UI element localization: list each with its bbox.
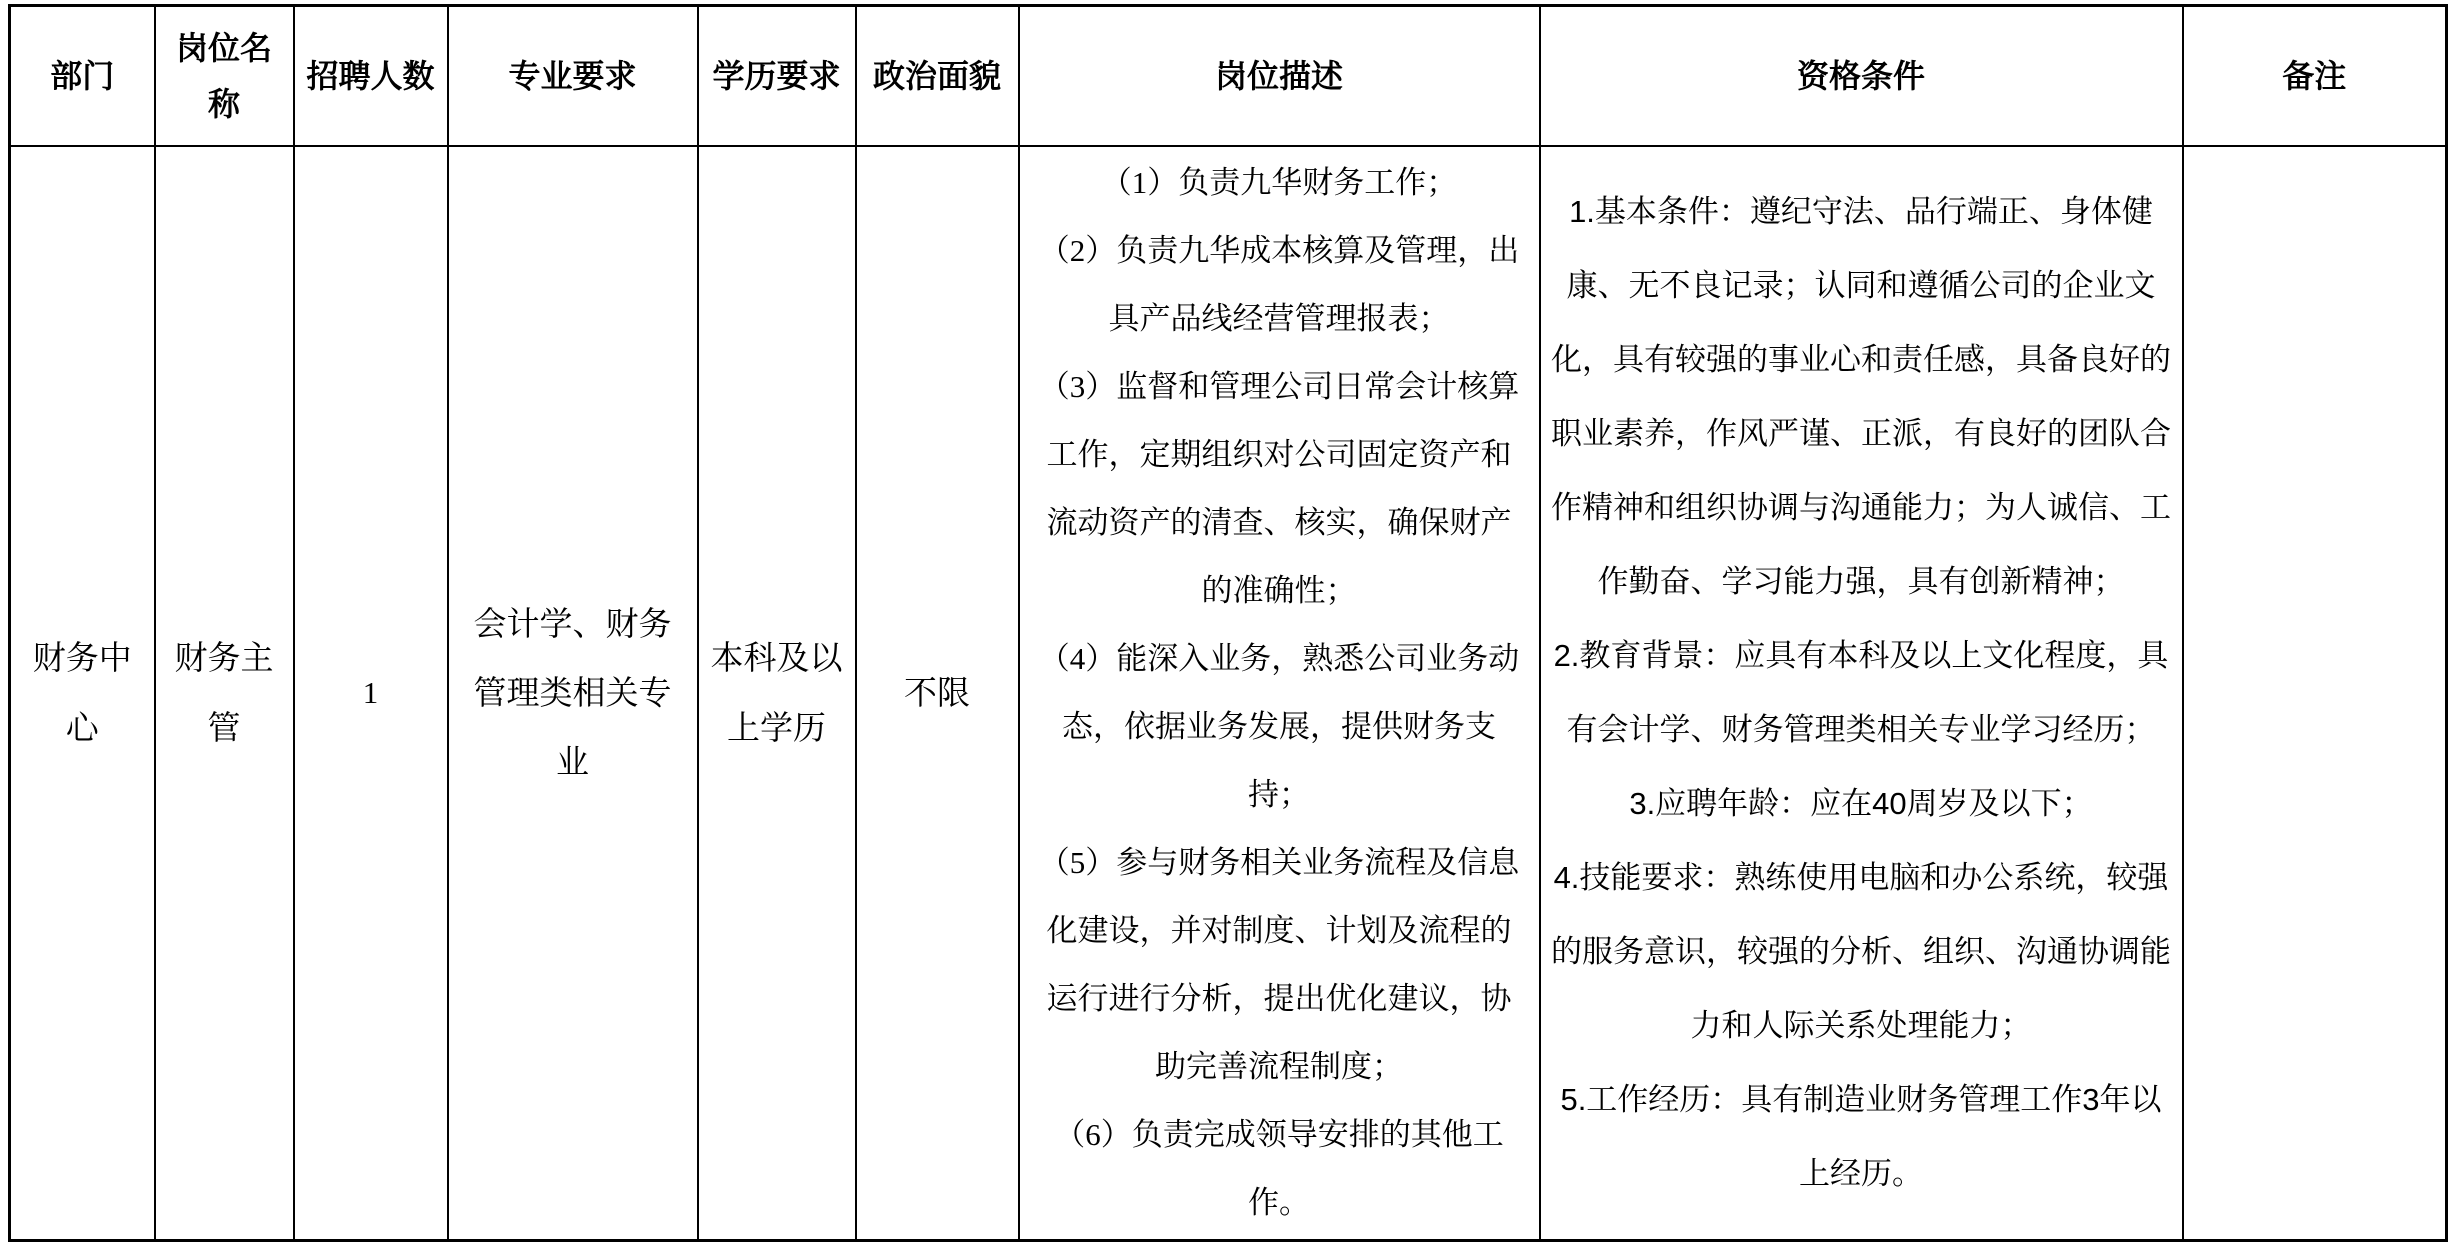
job-posting-table <box>8 4 2448 1242</box>
column-header-remark: 备注 <box>2183 6 2447 146</box>
job-description-item: （1）负责九华财务工作； <box>1100 164 1458 200</box>
qualification-item: 4.技能要求：熟练使用电脑和办公系统，较强的服务意识，较强的分析、组织、沟通协调能力和人际关系处理能力； <box>1551 859 2171 1043</box>
table-row <box>10 146 2447 1241</box>
cell-major-requirement: 会计学、财务管理类相关专业 <box>448 146 698 1241</box>
column-header-job-description: 岗位描述 <box>1019 6 1540 146</box>
column-header-political-status: 政治面貌 <box>856 6 1019 146</box>
cell-remark <box>2183 146 2447 1241</box>
cell-position-name: 财务主管 <box>155 146 294 1241</box>
cell-headcount: 1 <box>294 146 448 1241</box>
qualification-item: 2.教育背景：应具有本科及以上文化程度，具有会计学、财务管理类相关专业学习经历； <box>1553 637 2169 747</box>
qualification-item: 1.基本条件：遵纪守法、品行端正、身体健康、无不良记录；认同和遵循公司的企业文化，具有较强的事业心和责任感，具备良好的职业素养，作风严谨、正派，有良好的团队合作精神和组织协调与沟通能力；为人诚信、工作勤奋、学习能力强，具有创新精神； <box>1551 193 2171 599</box>
column-header-major-requirement: 专业要求 <box>448 6 698 146</box>
job-description-item: （5）参与财务相关业务流程及信息化建设，并对制度、计划及流程的运行进行分析，提出优化建议，协助完善流程制度； <box>1038 844 1520 1084</box>
column-header-headcount: 招聘人数 <box>294 6 448 146</box>
cell-job-description <box>1019 146 1540 1241</box>
cell-department: 财务中心 <box>10 146 155 1241</box>
qualification-item: 3.应聘年龄：应在40周岁及以下； <box>1629 785 2093 821</box>
cell-qualifications <box>1540 146 2183 1241</box>
job-description-item: （4）能深入业务，熟悉公司业务动态，依据业务发展，提供财务支持； <box>1038 640 1520 812</box>
job-description-item: （2）负责九华成本核算及管理，出具产品线经营管理报表； <box>1038 232 1520 336</box>
header-row <box>10 6 2447 146</box>
column-header-education-requirement: 学历要求 <box>698 6 856 146</box>
job-description-item: （3）监督和管理公司日常会计核算工作，定期组织对公司固定资产和流动资产的清查、核实，确保财产的准确性； <box>1038 368 1520 608</box>
job-description-item: （6）负责完成领导安排的其他工作。 <box>1054 1116 1504 1220</box>
cell-political-status: 不限 <box>856 146 1019 1241</box>
qualification-item: 5.工作经历：具有制造业财务管理工作3年以上经历。 <box>1560 1081 2162 1191</box>
column-header-qualifications: 资格条件 <box>1540 6 2183 146</box>
column-header-department: 部门 <box>10 6 155 146</box>
cell-education-requirement: 本科及以上学历 <box>698 146 856 1241</box>
column-header-position-name: 岗位名称 <box>155 6 294 146</box>
